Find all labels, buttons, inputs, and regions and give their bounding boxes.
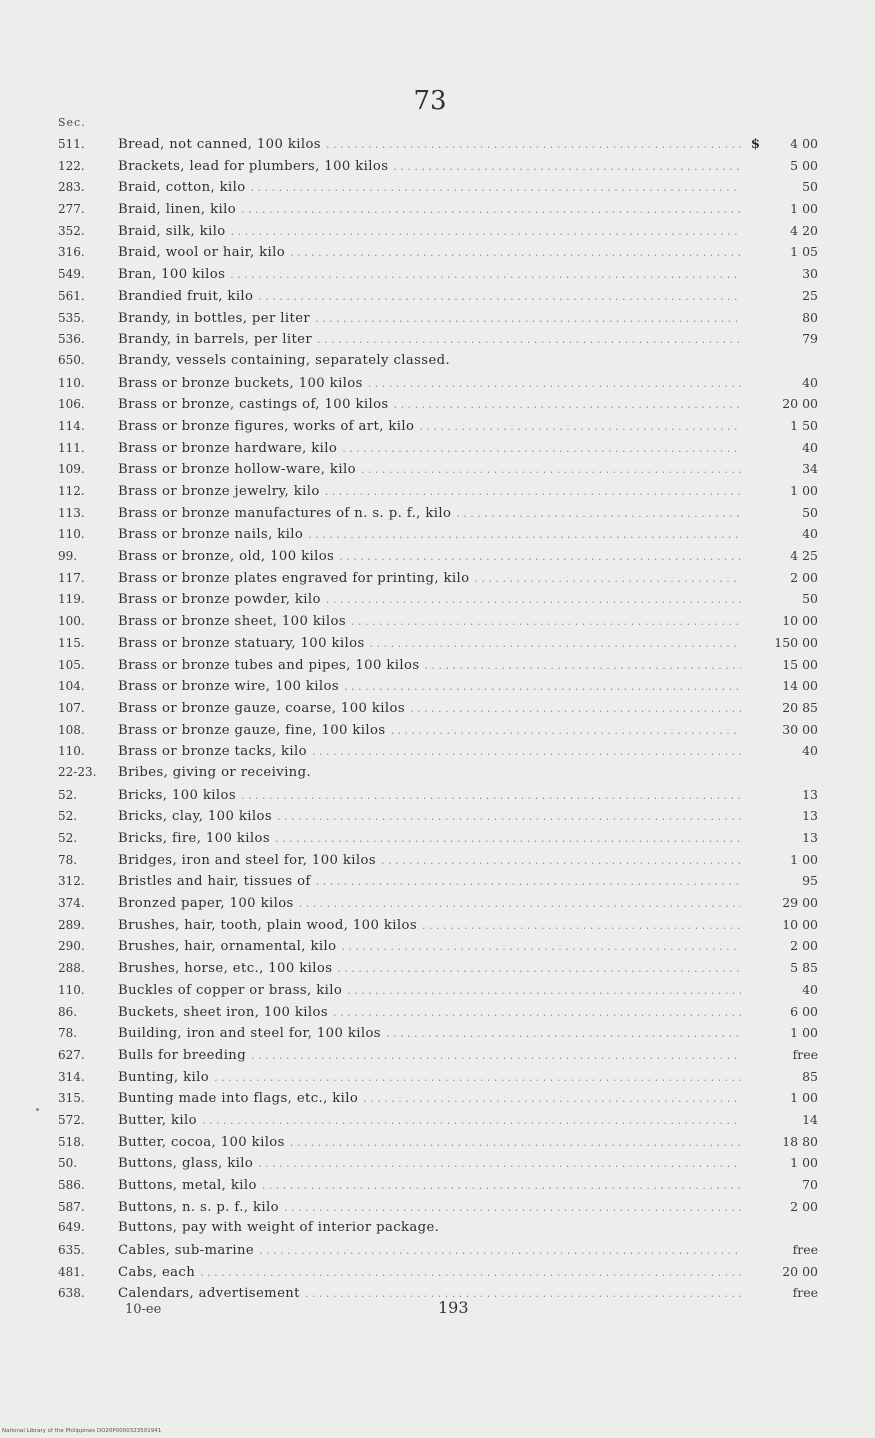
entry-description: Brass or bronze gauze, fine, 100 kilos xyxy=(118,722,386,738)
footer-signature: 10-ee xyxy=(125,1302,162,1317)
duty-rate: 40 xyxy=(802,981,818,997)
section-number: 108. xyxy=(58,722,85,737)
tariff-entry xyxy=(58,895,818,917)
section-number: 113. xyxy=(58,505,85,520)
duty-rate: free xyxy=(792,1285,818,1301)
section-number: 115. xyxy=(58,635,85,650)
tariff-entry xyxy=(58,808,818,830)
dot-leader xyxy=(200,1266,741,1279)
tariff-entry xyxy=(58,722,818,744)
section-number: 586. xyxy=(58,1178,85,1192)
duty-rate: 40 xyxy=(802,743,818,759)
dot-leader xyxy=(241,789,741,802)
dot-leader xyxy=(368,377,741,390)
entry-description: Brandy, vessels containing, separately classed. xyxy=(118,352,451,368)
dot-leader xyxy=(275,832,741,845)
tariff-entry xyxy=(58,787,818,809)
dot-leader xyxy=(284,1201,741,1214)
section-number: 114. xyxy=(58,418,85,433)
entry-description: Bricks, 100 kilos xyxy=(118,787,237,803)
duty-rate: 2 00 xyxy=(790,569,818,585)
entry-description: Brass or bronze manufactures of n. s. p. f., kilo xyxy=(118,505,452,521)
entry-description: Buttons, pay with weight of interior package. xyxy=(118,1220,440,1236)
entry-description: Brass or bronze jewelry, kilo xyxy=(118,484,320,499)
section-number: 572. xyxy=(58,1112,85,1127)
tariff-entry xyxy=(58,1025,818,1047)
dot-leader xyxy=(315,312,741,325)
tariff-entry xyxy=(58,396,818,418)
dot-leader xyxy=(258,290,741,303)
dot-leader xyxy=(339,550,741,563)
duty-rate: 1 00 xyxy=(790,201,818,217)
section-number: 627. xyxy=(58,1047,85,1062)
dot-leader xyxy=(317,333,741,346)
section-number: 549. xyxy=(58,267,85,282)
duty-rate: 14 00 xyxy=(782,678,818,694)
tariff-entry xyxy=(58,158,818,180)
entry-description: Calendars, advertisement xyxy=(118,1286,300,1302)
entry-description: Brushes, horse, etc., 100 kilos xyxy=(118,961,333,977)
tariff-entry xyxy=(58,635,818,657)
section-number: 52. xyxy=(58,787,78,802)
dot-leader xyxy=(381,854,741,867)
section-number: 518. xyxy=(58,1134,85,1149)
entry-description: Buckets, sheet iron, 100 kilos xyxy=(118,1004,329,1020)
tariff-entry xyxy=(58,440,818,462)
duty-rate: 1 00 xyxy=(790,1155,818,1171)
section-number: 277. xyxy=(58,202,85,217)
dot-leader xyxy=(391,724,741,737)
duty-rate: 13 xyxy=(802,830,818,845)
tariff-entry xyxy=(58,982,818,1004)
duty-rate: 13 xyxy=(802,786,818,802)
tariff-entry xyxy=(58,266,818,288)
section-number: 106. xyxy=(58,397,85,412)
entry-description: Bunting, kilo xyxy=(118,1069,210,1085)
duty-rate: 20 85 xyxy=(782,699,818,715)
section-number: 314. xyxy=(58,1069,85,1084)
tariff-entry xyxy=(58,1004,818,1026)
entry-description: Braid, linen, kilo xyxy=(118,202,237,218)
tariff-entry-list xyxy=(58,136,818,1307)
dot-leader xyxy=(394,398,741,411)
dot-leader xyxy=(251,181,741,194)
duty-rate: 79 xyxy=(802,331,818,347)
dot-leader xyxy=(312,745,741,758)
duty-rate: 1 05 xyxy=(790,244,818,260)
tariff-entry xyxy=(58,505,818,527)
tariff-entry xyxy=(58,1112,818,1134)
footer-page-number: 193 xyxy=(438,1298,469,1317)
dot-leader xyxy=(333,1006,741,1019)
section-number: 649. xyxy=(58,1220,85,1235)
duty-rate: 150 00 xyxy=(774,634,818,650)
entry-description: Brandy, in barrels, per liter xyxy=(118,332,313,348)
section-number: 86. xyxy=(58,1004,78,1019)
dot-leader xyxy=(370,637,741,650)
duty-rate: 29 00 xyxy=(782,895,818,911)
duty-rate: 70 xyxy=(802,1177,818,1192)
section-number: 352. xyxy=(58,223,85,238)
dot-leader xyxy=(325,485,741,498)
tariff-entry xyxy=(58,743,818,765)
tariff-entry xyxy=(58,461,818,483)
entry-description: Bristles and hair, tissues of xyxy=(118,874,311,890)
section-number: 50. xyxy=(58,1156,78,1171)
tariff-entry xyxy=(58,1242,818,1264)
entry-description: Bridges, iron and steel for, 100 kilos xyxy=(118,852,377,868)
entry-description: Braid, silk, kilo xyxy=(118,223,226,239)
entry-description: Cabs, each xyxy=(118,1264,196,1280)
duty-rate: 1 00 xyxy=(790,1090,818,1106)
entry-description: Buttons, n. s. p. f., kilo xyxy=(118,1199,279,1215)
section-number: 561. xyxy=(58,288,85,303)
dot-leader xyxy=(326,593,741,606)
section-number: 109. xyxy=(58,462,85,477)
section-number: 650. xyxy=(58,352,85,367)
tariff-entry xyxy=(58,418,818,440)
dot-leader xyxy=(316,875,741,888)
tariff-entry xyxy=(58,331,818,353)
entry-description: Brandy, in bottles, per liter xyxy=(118,310,311,326)
entry-description: Cables, sub-marine xyxy=(118,1243,255,1259)
tariff-entry xyxy=(58,1090,818,1112)
dot-leader xyxy=(277,810,741,823)
tariff-entry xyxy=(58,353,818,375)
entry-description: Brackets, lead for plumbers, 100 kilos xyxy=(118,158,389,174)
tariff-entry xyxy=(58,1155,818,1177)
dot-leader xyxy=(456,507,741,520)
section-number: 78. xyxy=(58,852,78,867)
duty-rate: 95 xyxy=(802,873,818,889)
section-number: 374. xyxy=(58,896,85,911)
paper-speck xyxy=(36,1108,39,1111)
entry-description: Brass or bronze wire, 100 kilos xyxy=(118,679,340,695)
section-number: 104. xyxy=(58,679,85,694)
duty-rate: 6 00 xyxy=(790,1003,818,1019)
tariff-entry xyxy=(58,591,818,613)
duty-rate: 80 xyxy=(802,309,818,325)
section-number: 52. xyxy=(58,809,78,824)
tariff-entry xyxy=(58,830,818,852)
dot-leader xyxy=(419,420,741,433)
dot-leader xyxy=(308,528,741,541)
tariff-entry xyxy=(58,201,818,223)
section-number: 111. xyxy=(58,440,85,455)
dot-leader xyxy=(258,1157,741,1170)
entry-description: Brandied fruit, kilo xyxy=(118,288,254,304)
entry-description: Buttons, metal, kilo xyxy=(118,1178,257,1193)
entry-description: Brass or bronze tacks, kilo xyxy=(118,744,307,760)
duty-rate: 50 xyxy=(802,504,818,520)
duty-rate: 13 xyxy=(802,808,818,824)
tariff-entry xyxy=(58,548,818,570)
entry-description: Brass or bronze nails, kilo xyxy=(118,527,304,543)
duty-rate: 40 xyxy=(802,374,818,390)
entry-description: Brushes, hair, tooth, plain wood, 100 kilos xyxy=(118,917,417,933)
entry-description: Brass or bronze statuary, 100 kilos xyxy=(118,635,365,651)
entry-description: Braid, cotton, kilo xyxy=(118,180,246,196)
tariff-entry xyxy=(58,960,818,982)
tariff-entry xyxy=(58,613,818,635)
dot-leader xyxy=(344,680,741,693)
tariff-entry xyxy=(58,1069,818,1091)
duty-rate: 10 00 xyxy=(782,916,818,932)
entry-description: Brushes, hair, ornamental, kilo xyxy=(118,939,337,955)
tariff-entry xyxy=(58,765,818,787)
section-number: 105. xyxy=(58,657,85,672)
duty-rate: 4 20 xyxy=(790,222,818,238)
entry-description: Brass or bronze gauze, coarse, 100 kilos xyxy=(118,700,406,716)
dot-leader xyxy=(475,572,742,585)
section-number: 638. xyxy=(58,1286,85,1301)
dot-leader xyxy=(422,919,741,932)
dot-leader xyxy=(424,659,741,672)
tariff-entry xyxy=(58,873,818,895)
duty-rate: 30 xyxy=(802,266,818,282)
entry-description: Bricks, fire, 100 kilos xyxy=(118,831,271,846)
page-number: 73 xyxy=(413,86,447,116)
tariff-entry xyxy=(58,136,818,158)
tariff-entry xyxy=(58,288,818,310)
dot-leader xyxy=(410,702,741,715)
section-number: 110. xyxy=(58,744,85,759)
duty-rate: 85 xyxy=(802,1068,818,1084)
dot-leader xyxy=(305,1287,741,1300)
dot-leader xyxy=(241,203,741,216)
dot-leader xyxy=(251,1049,741,1062)
entry-description: Braid, wool or hair, kilo xyxy=(118,245,286,261)
tariff-entry xyxy=(58,1177,818,1199)
section-number: 587. xyxy=(58,1199,85,1214)
entry-description: Bronzed paper, 100 kilos xyxy=(118,896,294,912)
section-number: 122. xyxy=(58,158,85,173)
dot-leader xyxy=(290,1136,741,1149)
duty-rate: 40 xyxy=(802,439,818,455)
dot-leader xyxy=(299,897,741,910)
dot-leader xyxy=(361,463,741,476)
entry-description: Butter, cocoa, 100 kilos xyxy=(118,1134,285,1150)
section-number: 110. xyxy=(58,527,85,542)
dot-leader xyxy=(337,962,741,975)
duty-rate: 5 85 xyxy=(790,960,818,976)
duty-rate: 18 80 xyxy=(782,1133,818,1149)
dot-leader xyxy=(259,1244,741,1257)
tariff-entry xyxy=(58,244,818,266)
duty-rate: 10 00 xyxy=(782,613,818,629)
section-number: 110. xyxy=(58,982,85,997)
entry-description: Brass or bronze hollow-ware, kilo xyxy=(118,462,356,478)
dot-leader xyxy=(290,246,741,259)
section-number: 635. xyxy=(58,1243,85,1258)
dot-leader xyxy=(231,225,741,238)
section-number: 289. xyxy=(58,917,85,932)
section-number: 110. xyxy=(58,375,85,390)
duty-rate: free xyxy=(792,1242,818,1258)
duty-rate: 4 00 xyxy=(790,136,818,151)
section-number: 511. xyxy=(58,137,85,151)
duty-rate: 2 00 xyxy=(790,938,818,954)
entry-description: Bribes, giving or receiving. xyxy=(118,764,312,780)
dot-leader xyxy=(393,160,741,173)
section-number: 78. xyxy=(58,1026,78,1041)
duty-rate: 1 00 xyxy=(790,1025,818,1041)
tariff-entry xyxy=(58,657,818,679)
duty-rate: 1 00 xyxy=(790,851,818,867)
entry-description: Brass or bronze hardware, kilo xyxy=(118,440,338,456)
entry-description: Brass or bronze, castings of, 100 kilos xyxy=(118,397,389,413)
tariff-entry xyxy=(58,375,818,397)
duty-rate: 30 00 xyxy=(782,721,818,737)
duty-rate: 25 xyxy=(802,287,818,303)
duty-rate: 1 00 xyxy=(790,483,818,498)
tariff-entry xyxy=(58,570,818,592)
section-number: 288. xyxy=(58,961,85,976)
tariff-entry xyxy=(58,526,818,548)
dollar-sign: $ xyxy=(750,137,760,152)
entry-description: Bran, 100 kilos xyxy=(118,267,226,283)
dot-leader xyxy=(202,1114,741,1127)
entry-description: Brass or bronze sheet, 100 kilos xyxy=(118,614,346,630)
tariff-entry xyxy=(58,1134,818,1156)
dot-leader xyxy=(386,1027,741,1040)
duty-rate: 2 00 xyxy=(790,1198,818,1214)
tariff-entry xyxy=(58,700,818,722)
section-number: 100. xyxy=(58,614,85,629)
tariff-entry xyxy=(58,1264,818,1286)
entry-description: Bricks, clay, 100 kilos xyxy=(118,809,272,825)
duty-rate: free xyxy=(792,1046,818,1062)
duty-rate: 20 00 xyxy=(782,396,818,412)
entry-description: Brass or bronze plates engraved for printing, kilo xyxy=(118,570,470,586)
tariff-entry xyxy=(58,938,818,960)
entry-description: Buckles of copper or brass, kilo xyxy=(118,982,343,998)
section-number: 119. xyxy=(58,592,85,607)
section-number: 117. xyxy=(58,570,85,585)
section-number: 22-23. xyxy=(58,764,97,779)
section-number: 481. xyxy=(58,1264,85,1279)
tariff-entry xyxy=(58,1199,818,1221)
entry-description: Brass or bronze powder, kilo xyxy=(118,592,321,608)
section-number: 52. xyxy=(58,831,78,845)
entry-description: Butter, kilo xyxy=(118,1112,197,1128)
section-number: 283. xyxy=(58,180,85,195)
section-number: 290. xyxy=(58,939,85,954)
dot-leader xyxy=(262,1179,741,1192)
dot-leader xyxy=(230,268,741,281)
section-number: 312. xyxy=(58,874,85,889)
duty-rate: 40 xyxy=(802,526,818,542)
entry-description: Brass or bronze, old, 100 kilos xyxy=(118,549,335,565)
dot-leader xyxy=(342,442,741,455)
tariff-entry xyxy=(58,1220,818,1242)
entry-description: Brass or bronze tubes and pipes, 100 kilos xyxy=(118,657,420,673)
tariff-entry xyxy=(58,917,818,939)
entry-description: Bulls for breeding xyxy=(118,1047,247,1063)
duty-rate: 20 00 xyxy=(782,1263,818,1279)
section-number: 112. xyxy=(58,484,85,498)
dot-leader xyxy=(326,138,741,151)
dot-leader xyxy=(341,940,741,953)
tariff-entry xyxy=(58,852,818,874)
duty-rate: 4 25 xyxy=(790,548,818,564)
duty-rate: 50 xyxy=(802,591,818,607)
tariff-entry xyxy=(58,179,818,201)
section-number: 536. xyxy=(58,332,85,347)
duty-rate: 34 xyxy=(802,461,818,477)
dot-leader xyxy=(347,984,741,997)
section-column-label: Sec. xyxy=(58,116,86,129)
tariff-entry xyxy=(58,1047,818,1069)
tariff-entry xyxy=(58,223,818,245)
section-number: 316. xyxy=(58,245,85,260)
library-credit: National Library of the Philippines DO20P0000323501941 xyxy=(2,1428,162,1434)
section-number: 315. xyxy=(58,1091,85,1106)
dot-leader xyxy=(363,1092,741,1105)
duty-rate: 1 50 xyxy=(790,417,818,433)
tariff-entry xyxy=(58,678,818,700)
section-number: 99. xyxy=(58,549,78,564)
duty-rate: 15 00 xyxy=(782,656,818,672)
entry-description: Building, iron and steel for, 100 kilos xyxy=(118,1026,381,1042)
tariff-entry xyxy=(58,483,818,505)
entry-description: Bread, not canned, 100 kilos xyxy=(118,137,321,152)
duty-rate: 50 xyxy=(802,179,818,195)
duty-rate: 5 00 xyxy=(790,157,818,173)
entry-description: Buttons, glass, kilo xyxy=(118,1156,254,1172)
tariff-entry xyxy=(58,310,818,332)
section-number: 107. xyxy=(58,700,85,715)
dot-leader xyxy=(214,1071,741,1084)
duty-rate: 14 xyxy=(802,1111,818,1127)
entry-description: Bunting made into flags, etc., kilo xyxy=(118,1091,359,1107)
section-number: 535. xyxy=(58,310,85,325)
dot-leader xyxy=(351,615,741,628)
entry-description: Brass or bronze buckets, 100 kilos xyxy=(118,375,363,391)
entry-description: Brass or bronze figures, works of art, kilo xyxy=(118,418,415,434)
